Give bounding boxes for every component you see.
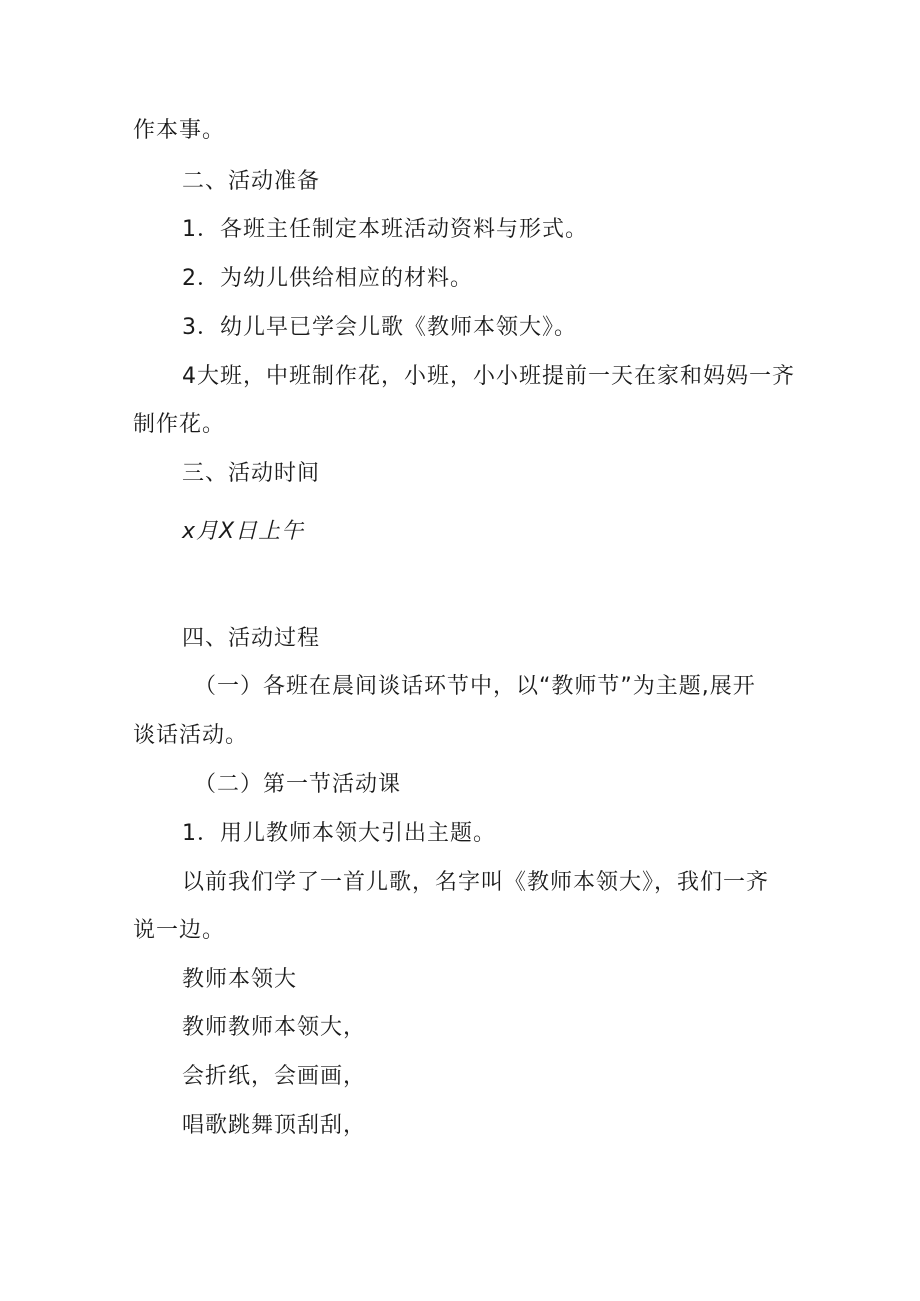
list-item-prep-3: 3．幼儿早已学会儿歌《教师本领大》。: [182, 315, 577, 340]
poem-title: 教师本领大: [182, 967, 298, 992]
list-item-prep-2: 2．为幼儿供给相应的材料。: [182, 266, 473, 291]
activity-time-value: x月X日上午: [182, 519, 305, 544]
list-item-prep-4-continued: 制作花。: [133, 412, 226, 437]
paragraph-intro: 以前我们学了一首儿歌，名字叫《教师本领大》，我们一齐: [182, 870, 770, 895]
poem-line-1: 教师教师本领大，: [182, 1015, 367, 1040]
section-heading-time: 三、活动时间: [182, 461, 321, 486]
section-heading-process: 四、活动过程: [182, 626, 321, 651]
process-step-1-continued: 谈话活动。: [133, 723, 249, 748]
poem-line-3: 唱歌跳舞顶刮刮，: [182, 1113, 367, 1138]
list-item-prep-4: 4大班，中班制作花，小班，小小班提前一天在家和妈妈一齐: [182, 364, 795, 389]
list-item-prep-1: 1．各班主任制定本班活动资料与形式。: [182, 217, 588, 242]
paragraph-intro-continued: 说一边。: [133, 918, 226, 943]
section-heading-preparation: 二、活动准备: [182, 169, 321, 194]
process-step-2-item-1: 1．用儿教师本领大引出主题。: [182, 821, 496, 846]
process-step-2: （二）第一节活动课: [194, 772, 402, 797]
text-line-continuation: 作本事。: [133, 118, 226, 143]
poem-line-2: 会折纸，会画画，: [182, 1064, 367, 1089]
process-step-1: （一）各班在晨间谈话环节中，以“教师节”为主题,展开: [194, 674, 756, 699]
